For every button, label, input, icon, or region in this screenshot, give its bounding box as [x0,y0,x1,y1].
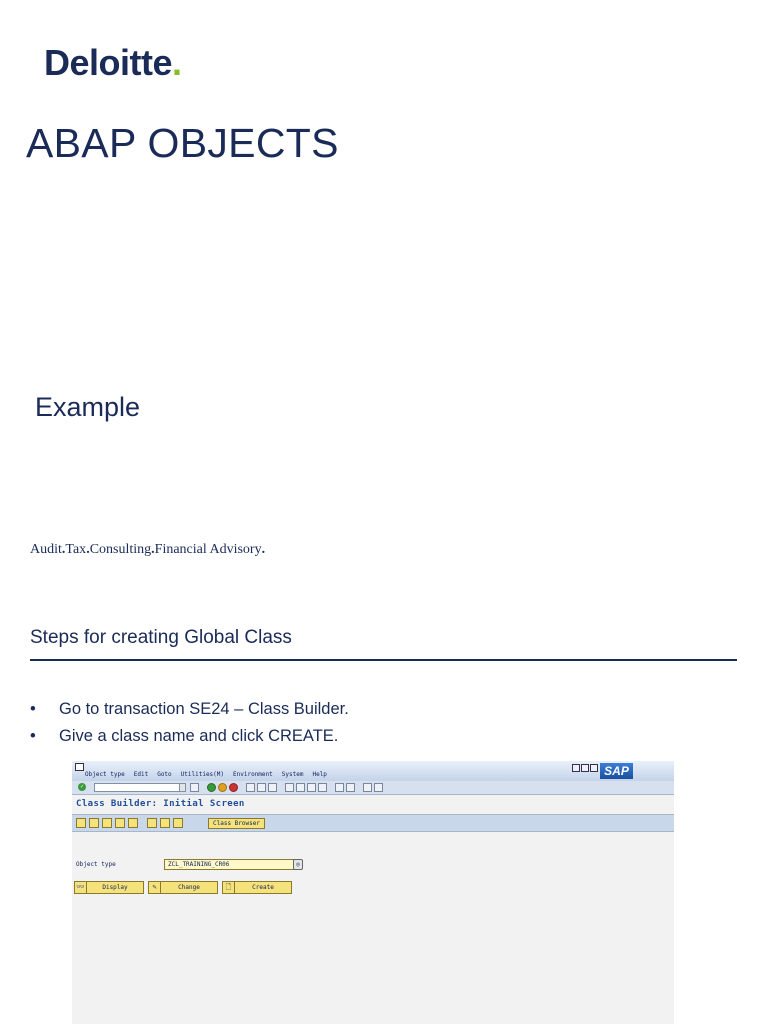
tagline-sep: . [86,542,90,557]
shortcut-icon[interactable] [346,783,355,792]
list-item [30,723,349,750]
logo-dot: . [172,42,182,83]
sap-standard-toolbar [72,781,674,795]
step-text: Give a class name and click CREATE. [59,727,339,745]
next-page-icon[interactable] [307,783,316,792]
deloitte-logo [44,40,182,86]
enter-icon[interactable]: ✓ [78,783,86,791]
menu-edit[interactable]: Edit [133,771,149,778]
glasses-icon: 👓 [75,882,87,893]
save-icon[interactable] [190,783,199,792]
pencil-icon: ✎ [149,882,161,893]
exit-icon[interactable] [218,783,227,792]
new-session-icon[interactable] [335,783,344,792]
layout-icon[interactable] [374,783,383,792]
bullet-icon: • [30,700,36,718]
application-toolbar [72,814,674,832]
class-browser-button[interactable]: Class Browser [208,818,265,829]
steps-list [30,696,349,750]
command-dropdown-icon[interactable] [179,783,186,792]
bullet-icon: • [30,727,36,745]
tagline-audit: Audit [30,542,62,557]
menu-goto[interactable]: Goto [157,771,172,778]
object-type-input[interactable]: ZCL_TRAINING_CR06 [164,859,295,870]
back-icon[interactable] [207,783,216,792]
last-page-icon[interactable] [318,783,327,792]
maximize-icon[interactable] [581,764,589,772]
where-used-icon[interactable] [89,818,99,828]
find-icon[interactable] [257,783,266,792]
minimize-icon[interactable] [572,764,580,772]
window-controls [572,764,598,772]
list-item [30,696,349,723]
menu-icon[interactable] [75,763,84,771]
command-field[interactable] [94,783,183,792]
screen-title: Class Builder: Initial Screen [76,799,245,809]
print-icon[interactable] [246,783,255,792]
change-button[interactable] [148,881,218,894]
value-help-icon[interactable]: ◎ [293,859,303,870]
tagline-consulting: Consulting [89,542,152,557]
create-button[interactable] [222,881,292,894]
change-label: Change [178,884,200,891]
menu-environment[interactable]: Environment [233,771,273,778]
slide-subtitle: Example [35,392,141,422]
find-next-icon[interactable] [268,783,277,792]
tagline-advisory: Financial Advisory [154,542,262,557]
tagline-tax: Tax [65,542,87,557]
slide-title: ABAP OBJECTS [26,120,339,166]
app-toolbar-icons [76,818,183,828]
tagline-sep: . [61,542,66,557]
menu-system[interactable]: System [281,771,304,778]
title-divider [30,659,737,661]
copy-icon[interactable] [160,818,170,828]
first-page-icon[interactable] [285,783,294,792]
display-button[interactable] [74,881,144,894]
object-type-label: Object type [76,861,116,868]
steps-title: Steps for creating Global Class [30,627,292,648]
help-icon[interactable] [363,783,372,792]
sap-class-builder-screenshot [72,761,674,1024]
tagline [30,540,265,560]
menu-utilities[interactable]: Utilities(M) [180,771,225,778]
delete-icon[interactable] [147,818,157,828]
check-icon[interactable] [115,818,125,828]
new-document-icon: 🗋 [223,882,235,893]
test-icon[interactable] [102,818,112,828]
sap-menubar [72,761,674,781]
display-label: Display [102,884,128,891]
rename-icon[interactable] [173,818,183,828]
step-text: Go to transaction SE24 – Class Builder. [59,700,349,718]
previous-page-icon[interactable] [296,783,305,792]
tagline-sep: . [151,542,155,557]
cancel-icon[interactable] [229,783,238,792]
toolbar-icons [190,783,383,792]
close-icon[interactable] [590,764,598,772]
create-label: Create [252,884,274,891]
menu-help[interactable]: Help [312,771,327,778]
sap-logo: SAP [600,763,633,779]
sap-menu [85,771,327,779]
menu-object-type[interactable]: Object type [85,771,125,778]
logo-text: Deloitte [44,42,173,83]
tagline-sep: . [261,542,266,557]
other-object-icon[interactable] [76,818,86,828]
info-icon[interactable] [128,818,138,828]
